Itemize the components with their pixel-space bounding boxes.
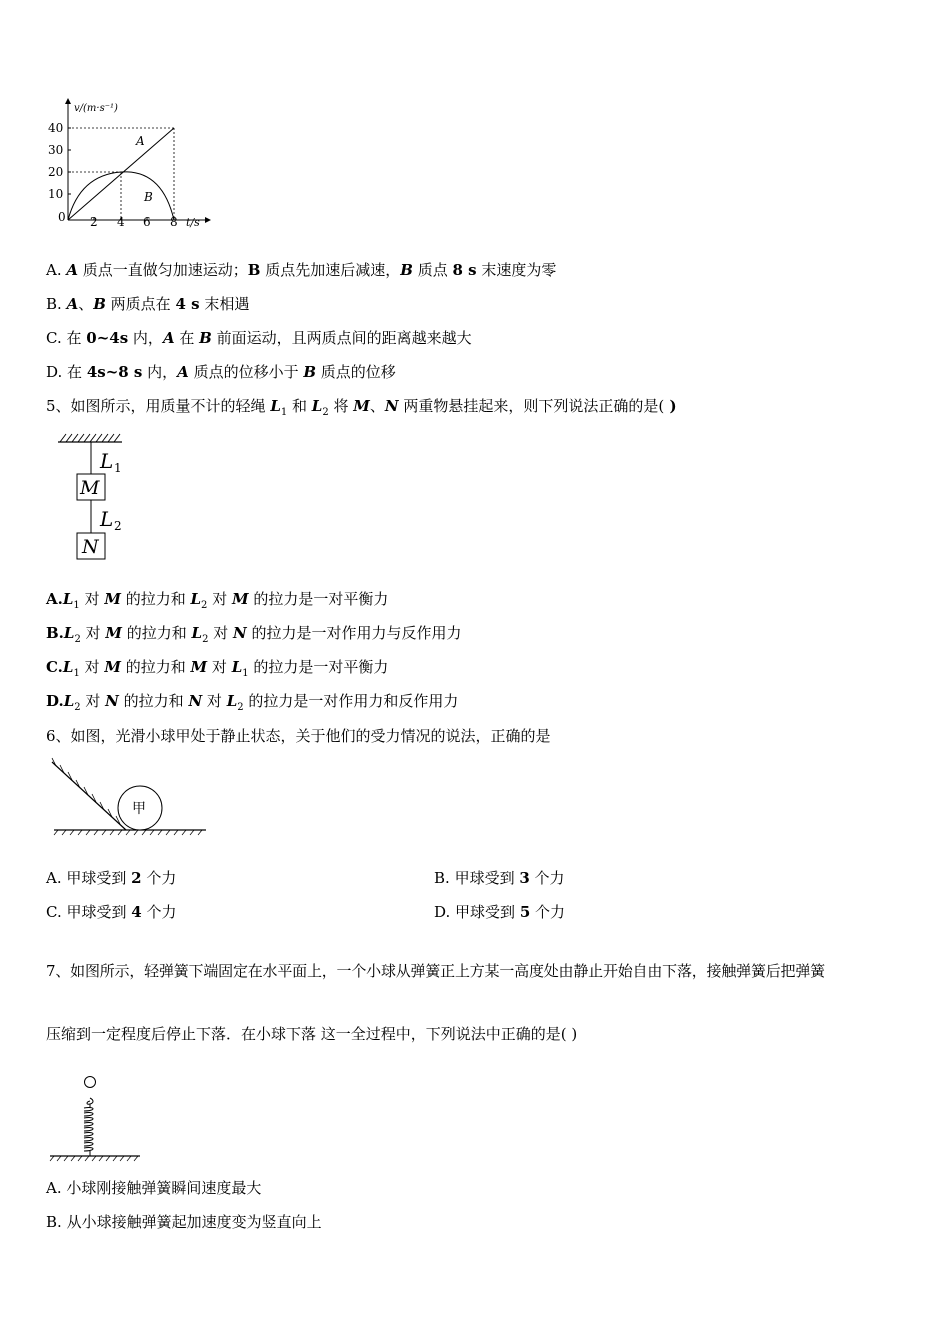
- y-axis-label: v/(m·s⁻¹): [74, 103, 118, 114]
- x-tick-8: 8: [170, 215, 178, 229]
- y-tick-40: 40: [48, 121, 64, 135]
- y-tick-30: 30: [48, 143, 64, 157]
- svg-text:L: L: [100, 507, 114, 531]
- y-tick-20: 20: [48, 165, 64, 179]
- q5-stem: 5、如图所示，用质量不计的轻绳 $L_1$ 和 $L_2$ 将 M、N 两重物悬挂起来，则下列说法正确的是( ): [46, 397, 677, 418]
- q6-option-c[interactable]: C. 甲球受到 4 个力: [46, 903, 177, 921]
- ball-label: 甲: [132, 801, 146, 817]
- q6-option-a[interactable]: A. 甲球受到 2 个力: [46, 869, 177, 887]
- q5-option-b[interactable]: $B.L_2$ 对 M 的拉力和 $L_2$ 对 N 的拉力是一对作用力与反作用力: [46, 624, 462, 645]
- q6-option-d[interactable]: D. 甲球受到 5 个力: [434, 903, 566, 921]
- q7-option-b[interactable]: B. 从小球接触弹簧起加速度变为竖直向上: [46, 1213, 322, 1231]
- q4-option-b[interactable]: B. A、B 两质点在 4 s 末相遇: [46, 295, 250, 313]
- incline: [52, 762, 126, 830]
- q5-option-c[interactable]: $C.L_1$ 对 M 的拉力和 M 对 $L_1$ 的拉力是一对平衡力: [46, 658, 389, 679]
- svg-text:M: M: [80, 477, 100, 499]
- x-tick-6: 6: [143, 215, 151, 229]
- svg-text:2: 2: [114, 519, 122, 533]
- svg-text:L: L: [100, 449, 114, 473]
- svg-text:1: 1: [114, 461, 122, 475]
- spring: [84, 1098, 93, 1156]
- curve-a: [68, 128, 174, 220]
- y-tick-10: 10: [48, 187, 64, 201]
- q7-stem-line1: 7、如图所示，轻弹簧下端固定在水平面上，一个小球从弹簧正上方某一高度处由静止开始自由下落，接触弹簧后把弹簧: [46, 962, 825, 980]
- q4-option-a[interactable]: A. A 质点一直做匀加速运动；B 质点先加速后减速，B 质点 8 s 末速度为零: [46, 261, 557, 279]
- q6-option-b[interactable]: B. 甲球受到 3 个力: [434, 869, 565, 887]
- incline-hatch: [52, 758, 120, 824]
- vt-graph: [40, 95, 220, 235]
- q7-stem-line2: 压缩到一定程度后停止下落．在小球下落 这一全过程中，下列说法中正确的是( ): [46, 1025, 578, 1043]
- q6-ball-figure: [50, 756, 210, 838]
- origin-label: 0: [58, 210, 66, 224]
- curve-a-label: A: [136, 134, 145, 148]
- x-tick-4: 4: [117, 215, 125, 229]
- x-tick-2: 2: [90, 215, 98, 229]
- q5-option-a[interactable]: $A.L_1$ 对 M 的拉力和 $L_2$ 对 M 的拉力是一对平衡力: [46, 590, 389, 611]
- x-axis-label: t/s: [186, 216, 200, 229]
- q6-stem: 6、如图，光滑小球甲处于静止状态，关于他们的受力情况的说法，正确的是: [46, 727, 551, 745]
- q7-option-a[interactable]: A. 小球刚接触弹簧瞬间速度最大: [46, 1179, 262, 1197]
- svg-text:N: N: [82, 536, 99, 558]
- ground-hatch: [54, 830, 202, 835]
- q7-spring-figure: [48, 1072, 148, 1164]
- q4-option-c[interactable]: C. 在 0~4s 内，A 在 B 前面运动，且两质点间的距离越来越大: [46, 329, 472, 347]
- q5-hanging-figure: [56, 430, 136, 565]
- curve-b-label: B: [144, 190, 153, 204]
- small-ball: [85, 1077, 96, 1088]
- ceiling-hatch: [60, 434, 120, 442]
- q5-option-d[interactable]: $D.L_2$ 对 N 的拉力和 N 对 $L_2$ 的拉力是一对作用力和反作用力: [46, 692, 459, 713]
- q4-option-d[interactable]: D. 在 4s~8 s 内，A 质点的位移小于 B 质点的位移: [46, 363, 396, 381]
- base-hatch: [50, 1156, 138, 1161]
